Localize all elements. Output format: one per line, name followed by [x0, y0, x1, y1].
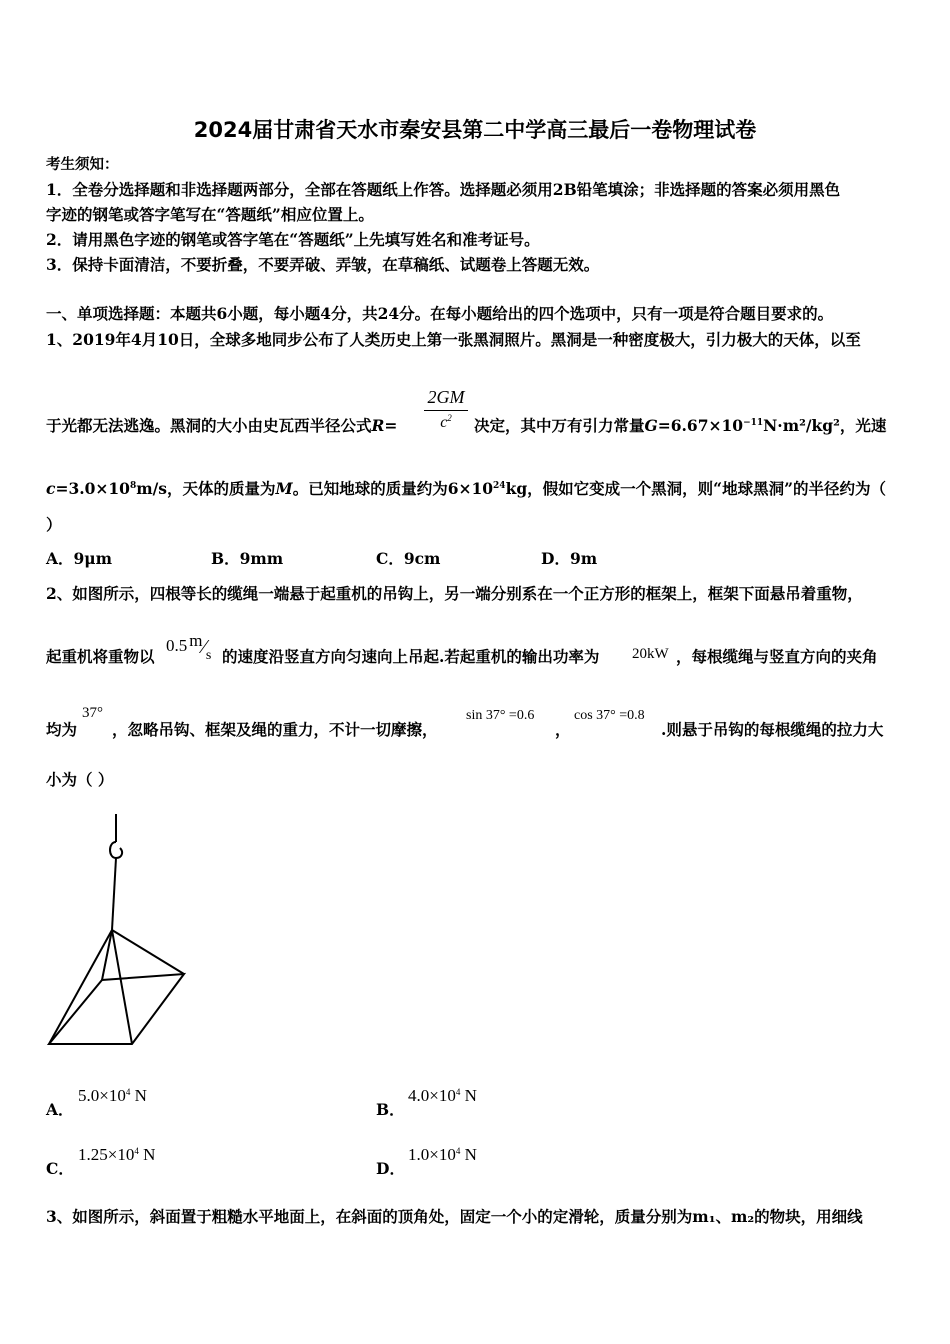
speed-number: 0.5 [166, 636, 188, 655]
q1-option-b[interactable]: B．9mm [211, 549, 284, 568]
q1-c-exp: 8 [129, 481, 137, 491]
q1-text: kg，假如它变成一个黑洞，则“地球黑洞”的半径约为（ [505, 479, 886, 498]
q2-option-b[interactable] [376, 1098, 405, 1120]
q2-option-a[interactable] [46, 1098, 74, 1120]
q2-line4: 小为（ ） [46, 770, 114, 789]
page-title: 2024届甘肃省天水市秦安县第二中学高三最后一卷物理试卷 [193, 118, 757, 142]
q2-line3a: 均为 [46, 720, 78, 739]
q1-G: G [644, 416, 658, 435]
notice-item: 3．保持卡面清洁，不要折叠，不要弄破、弄皱，在草稿纸、试题卷上答题无效。 [46, 255, 600, 274]
speed-unit-m: m [189, 631, 203, 650]
q2-line3c: .则悬于吊钩的每根缆绳的拉力大 [661, 720, 884, 739]
q2-comma: ， [555, 720, 571, 739]
option-mantissa: 5.0×10 [78, 1086, 126, 1105]
q1-text: 于光都无法逃逸。黑洞的大小由史瓦西半径公式 [46, 416, 372, 435]
option-unit: N [138, 1145, 156, 1164]
option-mantissa: 1.0×10 [408, 1145, 456, 1164]
q2-option-b-value [408, 1086, 477, 1106]
q1-G-unit: N·m²/kg²，光速 [763, 416, 887, 435]
q1-c-value: =3.0×10 [55, 479, 130, 498]
option-exponent: 4 [455, 1087, 461, 1097]
option-unit: N [130, 1086, 147, 1105]
q1-c-unit: m/s，天体的质量为 [136, 479, 276, 498]
option-mantissa: 1.25×10 [78, 1145, 135, 1164]
fraction-numerator: 2GM [427, 387, 465, 407]
q1-text: 决定，其中万有引力常量 [474, 416, 645, 435]
option-letter: C． [46, 1159, 74, 1178]
angle-value: 37° [82, 705, 103, 721]
sin-value: sin 37° =0.6 [466, 708, 535, 723]
q2-option-c[interactable] [46, 1157, 74, 1179]
notice-item: 1．全卷分选择题和非选择题两部分，全部在答题纸上作答。选择题必须用2B铅笔填涂；非选择题的答案必须用黑色 [46, 180, 841, 199]
q2-option-c-value [78, 1145, 155, 1165]
q2-line2a: 起重机将重物以 [46, 647, 155, 666]
q2-line2b: 的速度沿竖直方向匀速向上吊起.若起重机的输出功率为 [222, 647, 600, 666]
speed-value: 0.5 $m⁄_s$ [166, 631, 212, 663]
q2-option-d-value [408, 1145, 477, 1165]
option-mantissa: 4.0×10 [408, 1086, 456, 1105]
section-heading: 一、单项选择题：本题共6小题，每小题4分，共24分。在每小题给出的四个选项中，只有一项是符合题目要求的。 [46, 304, 834, 323]
q1-M: M [275, 479, 293, 498]
q1-line4: ） [46, 515, 62, 534]
notice-item: 2．请用黑色字迹的钢笔或答字笔在“答题纸”上先填写姓名和准考证号。 [46, 230, 540, 249]
option-letter: B． [376, 1100, 405, 1119]
q2-line1: 2、如图所示，四根等长的缆绳一端悬于起重机的吊钩上，另一端分别系在一个正方形的框架上，框架下面悬吊着重物， [46, 584, 863, 603]
q1-G-value: =6.67×10 [657, 416, 744, 435]
q1-option-c[interactable]: C．9cm [376, 549, 441, 568]
q1-G-exp: −11 [743, 418, 764, 428]
q1-R: R= [371, 416, 398, 435]
crane-frame-diagram [44, 812, 192, 1050]
hook-stem [112, 858, 116, 930]
rope-front-left [49, 930, 112, 1044]
q1-option-d[interactable]: D．9m [541, 549, 598, 568]
schwarzschild-fraction [424, 387, 468, 432]
q2-option-a-value [78, 1086, 147, 1106]
q3-line1: 3、如图所示，斜面置于粗糙水平地面上，在斜面的顶角处，固定一个小的定滑轮，质量分别为m₁、m₂的物块，用细线 [46, 1207, 863, 1226]
q1-c: c [46, 479, 56, 498]
q1-option-a[interactable]: A．9μm [46, 549, 113, 568]
q1-line3 [46, 477, 886, 499]
option-unit: N [460, 1086, 477, 1105]
cos-value: cos 37° =0.8 [574, 708, 645, 723]
rope-front-right [112, 930, 132, 1044]
option-exponent: 4 [455, 1146, 461, 1156]
q2-line2c: ，每根缆绳与竖直方向的夹角 [676, 647, 878, 666]
crane-hook [110, 842, 122, 858]
q2-option-d[interactable] [376, 1157, 405, 1179]
q1-text: 。已知地球的质量约为6×10 [292, 479, 494, 498]
option-letter: D． [376, 1159, 405, 1178]
speed-unit-s: s [205, 648, 212, 663]
rope-back-right [112, 930, 184, 974]
fraction-denominator: c [440, 414, 448, 431]
option-exponent: 4 [125, 1087, 131, 1097]
notice-item: 字迹的钢笔或答字笔写在“答题纸”相应位置上。 [46, 205, 374, 224]
fraction-exponent: 2 [447, 413, 452, 423]
power-value: 20kW [632, 646, 669, 662]
q1-line1: 1、2019年4月10日，全球多地同步公布了人类历史上第一张黑洞照片。黑洞是一种密度极大，引力极大的天体，以至 [46, 330, 861, 349]
q1-earth-exp: 24 [493, 481, 506, 491]
option-unit: N [460, 1145, 477, 1164]
option-letter: A． [46, 1100, 74, 1119]
option-exponent: 4 [134, 1146, 139, 1156]
q1-line2b [474, 414, 886, 436]
notice-heading: 考生须知： [46, 156, 119, 173]
q1-line2 [46, 414, 397, 436]
q2-line3b: ，忽略吊钩、框架及绳的重力，不计一切摩擦， [112, 720, 438, 739]
